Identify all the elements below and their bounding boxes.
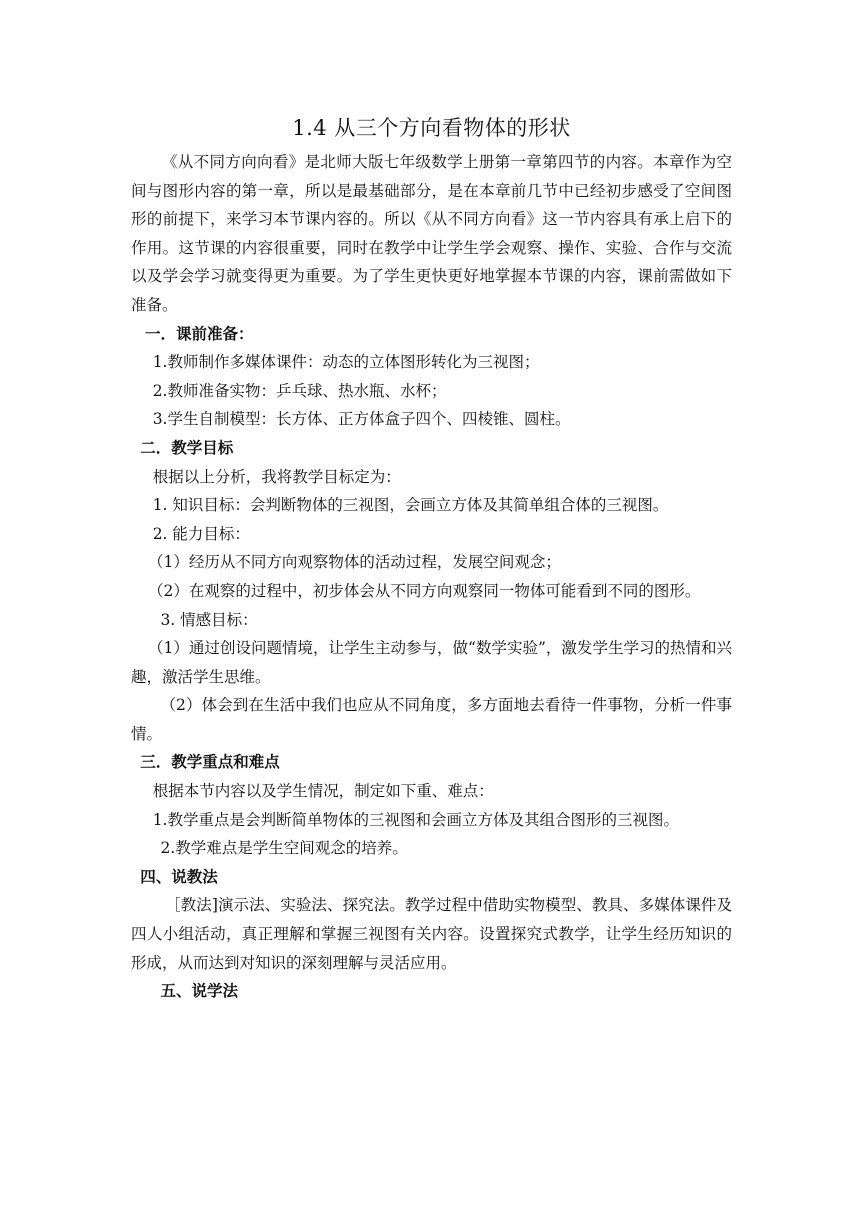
section4-heading: 四、说教法 <box>140 866 218 886</box>
section1-item-1: 1.教师制作多媒体课件：动态的立体图形转化为三视图； <box>152 353 540 372</box>
section2-goal-3b: （2）体会到在生活中我们也应从不同角度，多方面地去看待一件事物，分析一件事情。 <box>131 696 732 743</box>
section3-lead: 根据本节内容以及学生情况，制定如下重、难点： <box>152 782 494 801</box>
section1-item-2: 2.教师准备实物：乒乓球、热水瓶、水杯； <box>152 381 447 400</box>
section2-lead: 根据以上分析，我将教学目标定为： <box>152 467 401 486</box>
section2-goal-2a: （1）经历从不同方向观察物体的活动过程，发展空间观念； <box>148 553 561 572</box>
document-title: 1.4 从三个方向看物体的形状 <box>292 116 571 140</box>
section3-item-2: 2.教学难点是学生空间观念的培养。 <box>160 839 408 858</box>
section3-heading: 三．教学重点和难点 <box>140 752 280 772</box>
section4-body: ［教法]演示法、实验法、探究法。教学过程中借助实物模型、教具、多媒体课件及四人小组活动，真正理解和掌握三视图有关内容。设置探究式教学，让学生经历知识的形成，从而达到对知识的深刻理解与灵活应用。 <box>131 896 732 972</box>
section5-heading: 五、说学法 <box>160 981 238 1001</box>
section1-item-3: 3.学生自制模型：长方体、正方体盒子四个、四棱锥、圆柱。 <box>152 410 571 429</box>
section2-goal-3: 3. 情感目标： <box>160 610 258 629</box>
section2-goal-1: 1. 知识目标：会判断物体的三视图，会画立方体及其简单组合体的三视图。 <box>152 496 669 515</box>
section2-goal-2b: （2）在观察的过程中，初步体会从不同方向观察同一物体可能看到不同的图形。 <box>148 581 701 600</box>
intro-paragraph: 《从不同方向向看》是北师大版七年级数学上册第一章第四节的内容。本章作为空间与图形内容的第一章，所以是最基础部分，是在本章前几节中已经初步感受了空间图形的前提下，来学习本节课内容的。所以《从不同方向看》这一节内容具有承上启下的作用。这节课的内容很重要，同时在教学中让学生学会观察、操作、实验、合作与交流以及学会学习就变得更为重要。为了学生更快更好地掌握本节课的内容，课前需做如下准备。 <box>131 153 732 314</box>
section2-heading: 二．教学目标 <box>140 437 234 457</box>
section2-goal-2: 2. 能力目标： <box>152 524 250 543</box>
section3-item-1: 1.教学重点是会判断简单物体的三视图和会画立方体及其组合图形的三视图。 <box>152 810 679 829</box>
section1-heading: 一．课前准备： <box>144 323 254 343</box>
section2-goal-3a: （1）通过创设问题情境，让学生主动参与，做“数学实验”，激发学生学习的热情和兴趣，激活学生思维。 <box>131 639 732 686</box>
